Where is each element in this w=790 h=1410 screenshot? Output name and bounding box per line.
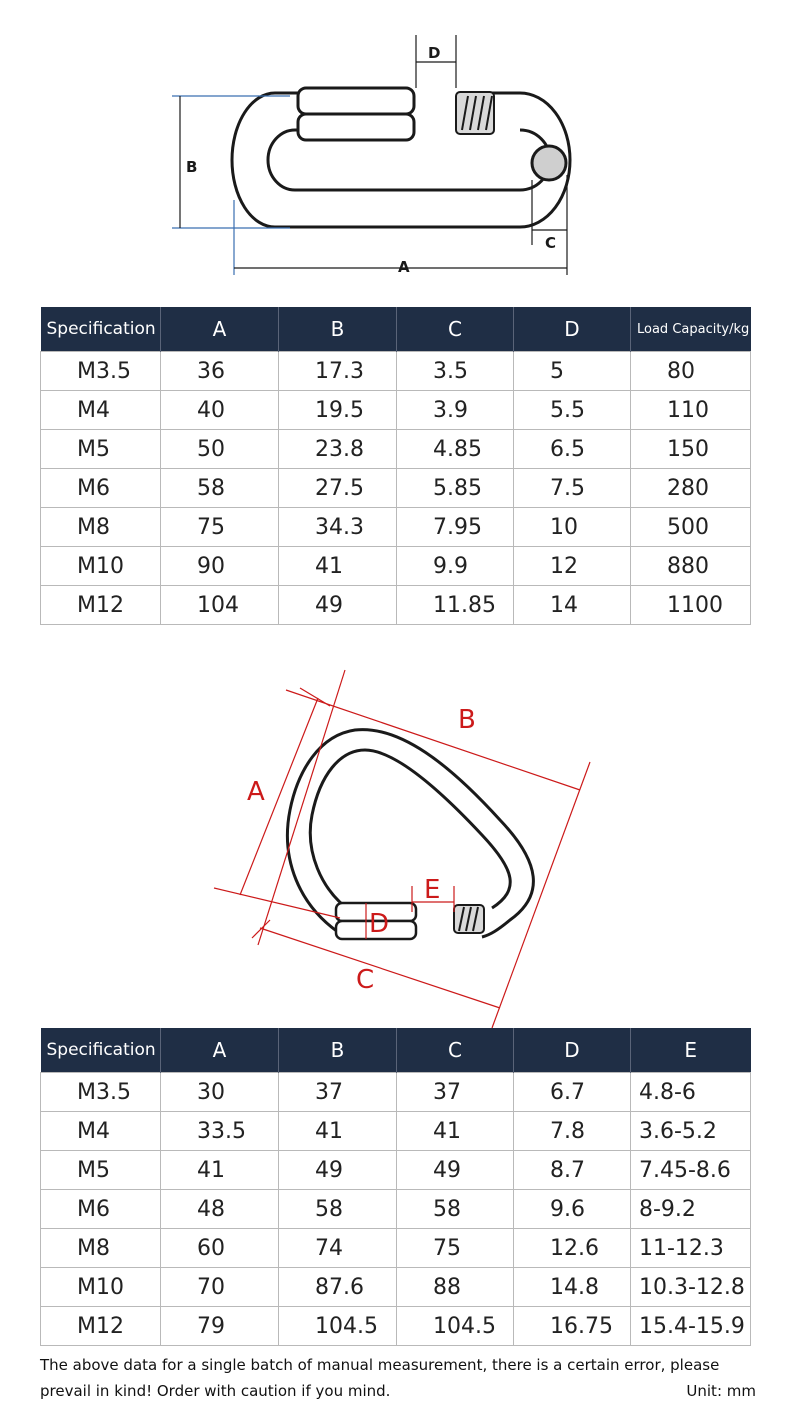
value-cell: 27.5: [279, 469, 397, 508]
dim-label-a: A: [247, 777, 265, 807]
value-cell: 280: [631, 469, 751, 508]
table-row: [41, 391, 751, 430]
value-cell: 30: [161, 1073, 279, 1112]
header-cell: C: [397, 307, 514, 352]
spec-cell: M10: [41, 1268, 161, 1307]
value-cell: 34.3: [279, 508, 397, 547]
header-cell: B: [279, 1028, 397, 1073]
header-cell: D: [514, 307, 631, 352]
value-cell: 58: [279, 1190, 397, 1229]
value-cell: 90: [161, 547, 279, 586]
value-cell: 7.45-8.6: [631, 1151, 751, 1190]
table-row: [41, 1151, 751, 1190]
value-cell: 104.5: [279, 1307, 397, 1346]
value-cell: 37: [397, 1073, 514, 1112]
spec-cell: M3.5: [41, 1073, 161, 1112]
value-cell: 3.9: [397, 391, 514, 430]
spec-cell: M6: [41, 469, 161, 508]
header-cell: A: [161, 307, 279, 352]
dim-label-c: C: [356, 965, 375, 995]
value-cell: 15.4-15.9: [631, 1307, 751, 1346]
unit-label: Unit: mm: [686, 1382, 756, 1400]
quick-link-oval-diagram: [0, 0, 790, 300]
value-cell: 19.5: [279, 391, 397, 430]
spec-cell: M5: [41, 1151, 161, 1190]
value-cell: 50: [161, 430, 279, 469]
dim-label-b: B: [458, 705, 476, 735]
value-cell: 104: [161, 586, 279, 625]
spec-cell: M8: [41, 508, 161, 547]
value-cell: 4.85: [397, 430, 514, 469]
wire-section: [532, 146, 566, 180]
header-cell: D: [514, 1028, 631, 1073]
value-cell: 75: [397, 1229, 514, 1268]
value-cell: 80: [631, 352, 751, 391]
value-cell: 75: [161, 508, 279, 547]
spec-table-pear: [40, 1028, 751, 1346]
header-cell: Specification: [41, 307, 161, 352]
header-cell: Load Capacity/kg: [631, 307, 751, 352]
value-cell: 41: [161, 1151, 279, 1190]
value-cell: 6.5: [514, 430, 631, 469]
value-cell: 11.85: [397, 586, 514, 625]
value-cell: 9.6: [514, 1190, 631, 1229]
table-row: [41, 1190, 751, 1229]
spec-cell: M8: [41, 1229, 161, 1268]
value-cell: 10.3-12.8: [631, 1268, 751, 1307]
value-cell: 41: [397, 1112, 514, 1151]
dim-label-d: D: [428, 44, 441, 62]
table-row: [41, 1307, 751, 1346]
table-row: [41, 586, 751, 625]
dim-label-b: B: [186, 158, 198, 176]
spec-cell: M10: [41, 547, 161, 586]
table-row: [41, 1112, 751, 1151]
spec-cell: M12: [41, 586, 161, 625]
value-cell: 7.8: [514, 1112, 631, 1151]
value-cell: 79: [161, 1307, 279, 1346]
value-cell: 5: [514, 352, 631, 391]
table-row: [41, 1268, 751, 1307]
value-cell: 58: [161, 469, 279, 508]
value-cell: 41: [279, 1112, 397, 1151]
value-cell: 58: [397, 1190, 514, 1229]
spec-table-oval: [40, 307, 751, 625]
value-cell: 88: [397, 1268, 514, 1307]
value-cell: 6.7: [514, 1073, 631, 1112]
dim-label-d: D: [369, 909, 390, 939]
value-cell: 14: [514, 586, 631, 625]
disclaimer-note: [40, 1352, 756, 1404]
value-cell: 14.8: [514, 1268, 631, 1307]
value-cell: 5.85: [397, 469, 514, 508]
value-cell: 1100: [631, 586, 751, 625]
value-cell: 23.8: [279, 430, 397, 469]
thread: [454, 905, 484, 933]
header-cell: Specification: [41, 1028, 161, 1073]
disclaimer-text: The above data for a single batch of manual measurement, there is a certain error, please prevail in kind! Order with caution if you mind.: [40, 1356, 720, 1400]
spec-cell: M4: [41, 391, 161, 430]
value-cell: 60: [161, 1229, 279, 1268]
table-row: [41, 508, 751, 547]
value-cell: 7.95: [397, 508, 514, 547]
header-cell: C: [397, 1028, 514, 1073]
spec-cell: M6: [41, 1190, 161, 1229]
value-cell: 10: [514, 508, 631, 547]
value-cell: 87.6: [279, 1268, 397, 1307]
table-row: [41, 469, 751, 508]
spec-cell: M4: [41, 1112, 161, 1151]
table-row: [41, 430, 751, 469]
value-cell: 41: [279, 547, 397, 586]
header-cell: E: [631, 1028, 751, 1073]
value-cell: 4.8-6: [631, 1073, 751, 1112]
value-cell: 9.9: [397, 547, 514, 586]
value-cell: 74: [279, 1229, 397, 1268]
value-cell: 8-9.2: [631, 1190, 751, 1229]
value-cell: 11-12.3: [631, 1229, 751, 1268]
table-row: [41, 352, 751, 391]
header-cell: B: [279, 307, 397, 352]
value-cell: 500: [631, 508, 751, 547]
value-cell: 33.5: [161, 1112, 279, 1151]
value-cell: 110: [631, 391, 751, 430]
value-cell: 37: [279, 1073, 397, 1112]
value-cell: 8.7: [514, 1151, 631, 1190]
thread: [456, 92, 494, 134]
dim-label-e: E: [424, 875, 441, 905]
value-cell: 49: [397, 1151, 514, 1190]
table-row: [41, 1229, 751, 1268]
quick-link-pear-diagram: [0, 650, 790, 1030]
dim-label-a: A: [398, 258, 410, 276]
dim-label-c: C: [545, 234, 557, 252]
spec-cell: M3.5: [41, 352, 161, 391]
value-cell: 3.6-5.2: [631, 1112, 751, 1151]
value-cell: 49: [279, 1151, 397, 1190]
table-row: [41, 547, 751, 586]
value-cell: 150: [631, 430, 751, 469]
table-row: [41, 1073, 751, 1112]
value-cell: 70: [161, 1268, 279, 1307]
sleeve-nut: [298, 88, 414, 140]
spec-cell: M12: [41, 1307, 161, 1346]
value-cell: 49: [279, 586, 397, 625]
value-cell: 48: [161, 1190, 279, 1229]
value-cell: 5.5: [514, 391, 631, 430]
value-cell: 36: [161, 352, 279, 391]
header-cell: A: [161, 1028, 279, 1073]
value-cell: 104.5: [397, 1307, 514, 1346]
value-cell: 3.5: [397, 352, 514, 391]
value-cell: 17.3: [279, 352, 397, 391]
value-cell: 7.5: [514, 469, 631, 508]
value-cell: 880: [631, 547, 751, 586]
value-cell: 16.75: [514, 1307, 631, 1346]
value-cell: 12: [514, 547, 631, 586]
spec-cell: M5: [41, 430, 161, 469]
value-cell: 40: [161, 391, 279, 430]
value-cell: 12.6: [514, 1229, 631, 1268]
